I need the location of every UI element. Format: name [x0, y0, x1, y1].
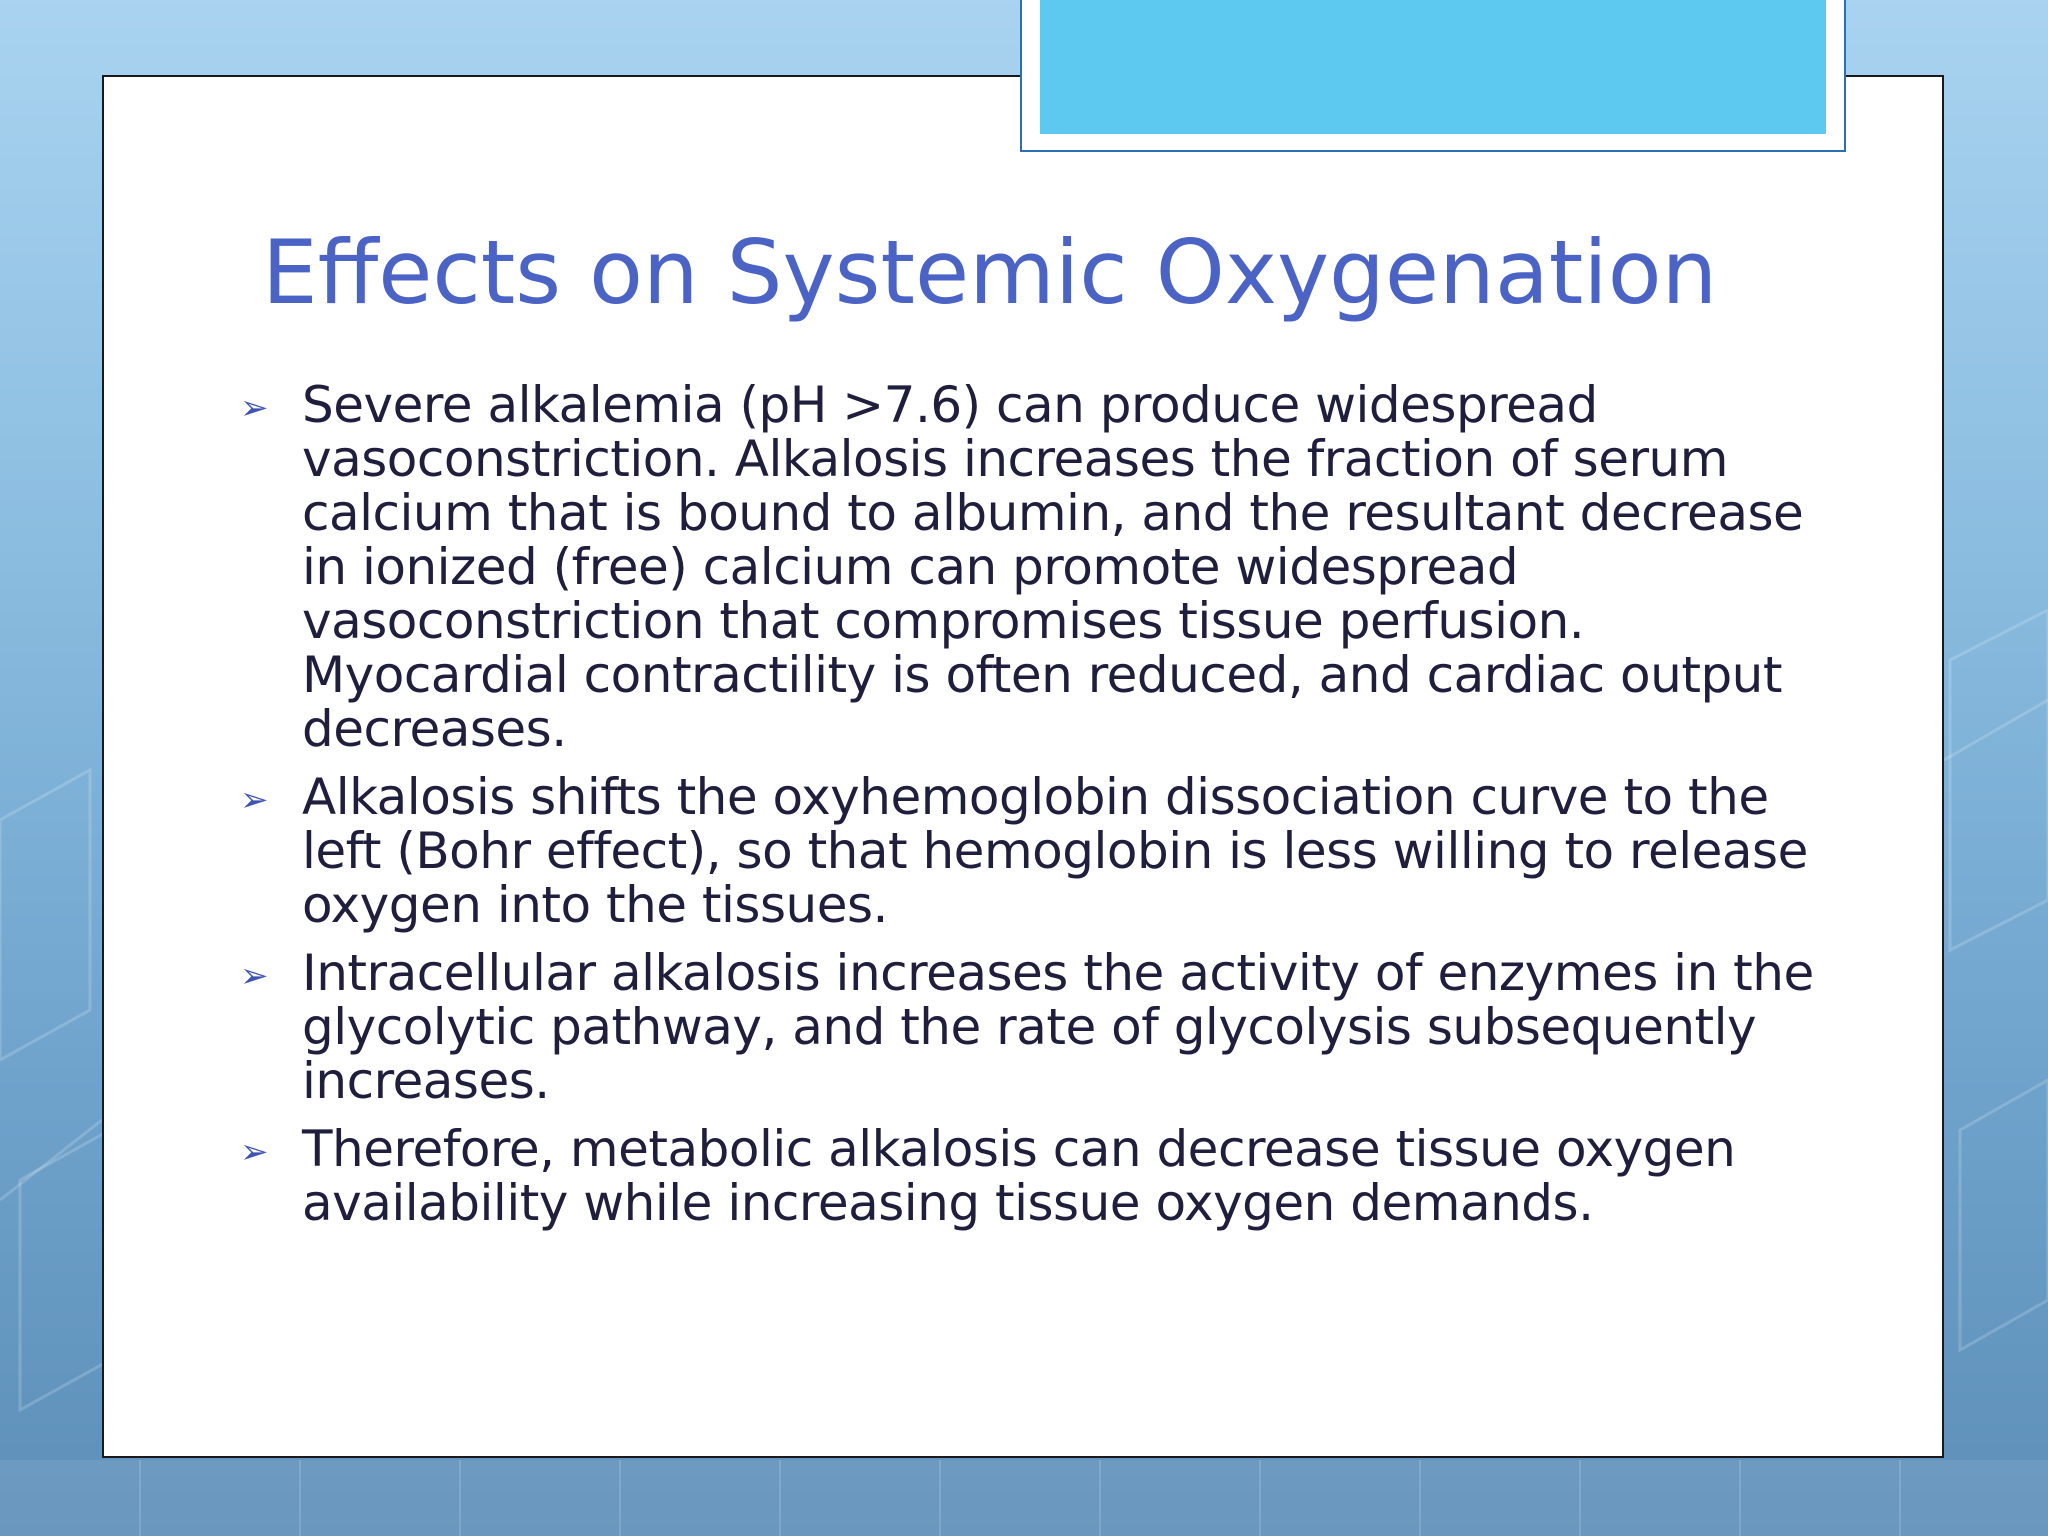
slide-title: Effects on Systemic Oxygenation [262, 221, 1718, 324]
title-accent-block [1040, 0, 1826, 134]
bullet-text: Severe alkalemia (pH >7.6) can produce widespread vasoconstriction. Alkalosis increases the fraction of serum calcium that is bound to albumin, and the resultant decrease in ionized (free) calcium can promote widespread vasoconstriction that compromises tissue perfusion. Myocardial contractility is often reduced, and cardiac output decreases. [302, 376, 1804, 758]
bullet-text: Therefore, metabolic alkalosis can decrease tissue oxygen availability while increasing tissue oxygen demands. [302, 1120, 1736, 1232]
bullet-item [240, 378, 1860, 756]
bullet-item [240, 1122, 1860, 1230]
chevron-right-icon: ➢ [240, 780, 269, 820]
bullet-text: Intracellular alkalosis increases the activity of enzymes in the glycolytic pathway, and the rate of glycolysis subsequently increases. [302, 944, 1814, 1110]
bullet-item [240, 770, 1860, 932]
chevron-right-icon: ➢ [240, 388, 269, 428]
bullet-list [240, 378, 1860, 1244]
bullet-item [240, 946, 1860, 1108]
chevron-right-icon: ➢ [240, 956, 269, 996]
bullet-text: Alkalosis shifts the oxyhemoglobin dissociation curve to the left (Bohr effect), so that hemoglobin is less willing to release oxygen into the tissues. [302, 768, 1808, 934]
chevron-right-icon: ➢ [240, 1132, 269, 1172]
